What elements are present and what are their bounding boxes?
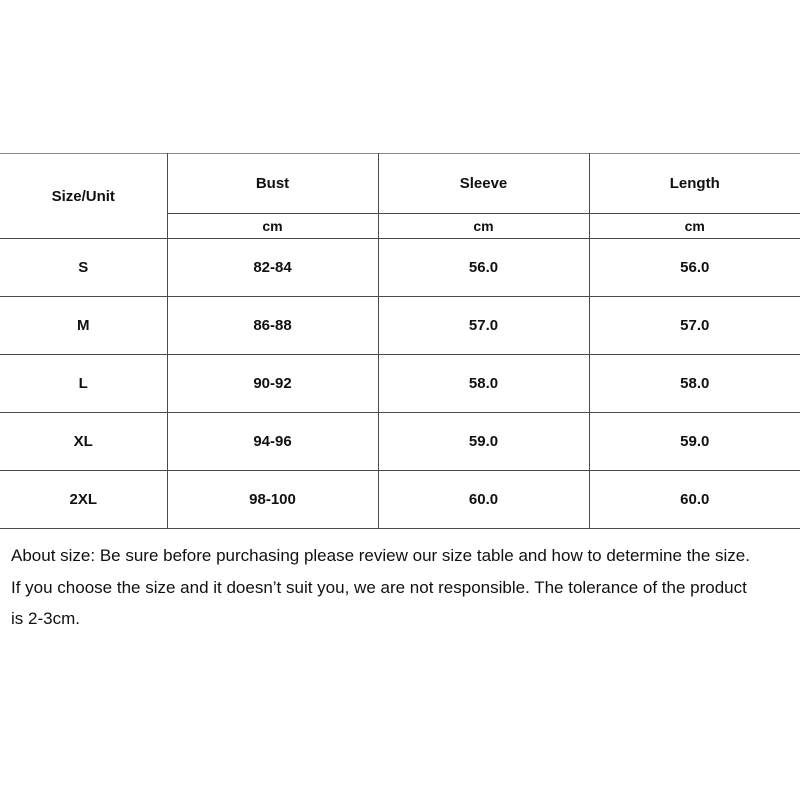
table-row [0, 471, 800, 529]
bust-cell: 94-96 [167, 413, 378, 471]
size-disclaimer-note [11, 540, 796, 635]
length-cell: 56.0 [589, 239, 800, 297]
sleeve-cell: 60.0 [378, 471, 589, 529]
note-line: If you choose the size and it doesn’t suit you, we are not responsible. The tolerance of the product [11, 577, 747, 597]
bust-cell: 86-88 [167, 297, 378, 355]
size-cell: XL [0, 413, 167, 471]
note-line: is 2-3cm. [11, 609, 80, 628]
column-header-length: Length [589, 154, 800, 214]
bust-cell: 98-100 [167, 471, 378, 529]
sleeve-cell: 56.0 [378, 239, 589, 297]
bust-cell: 82-84 [167, 239, 378, 297]
table-row [0, 355, 800, 413]
size-cell: S [0, 239, 167, 297]
note-line: About size: Be sure before purchasing please review our size table and how to determine the size. [11, 546, 750, 565]
length-cell: 59.0 [589, 413, 800, 471]
length-cell: 58.0 [589, 355, 800, 413]
length-cell: 57.0 [589, 297, 800, 355]
length-cell: 60.0 [589, 471, 800, 529]
column-header-bust: Bust [167, 154, 378, 214]
table-row [0, 413, 800, 471]
bust-cell: 90-92 [167, 355, 378, 413]
unit-cell-length: cm [589, 214, 800, 239]
size-cell: M [0, 297, 167, 355]
column-header-sleeve: Sleeve [378, 154, 589, 214]
size-cell: L [0, 355, 167, 413]
size-cell: 2XL [0, 471, 167, 529]
unit-cell-sleeve: cm [378, 214, 589, 239]
size-chart-table [0, 153, 800, 529]
sleeve-cell: 57.0 [378, 297, 589, 355]
unit-cell-bust: cm [167, 214, 378, 239]
table-row [0, 297, 800, 355]
header-row [0, 154, 800, 214]
corner-header-cell: Size/Unit [0, 154, 167, 239]
sleeve-cell: 58.0 [378, 355, 589, 413]
table-row [0, 239, 800, 297]
sleeve-cell: 59.0 [378, 413, 589, 471]
